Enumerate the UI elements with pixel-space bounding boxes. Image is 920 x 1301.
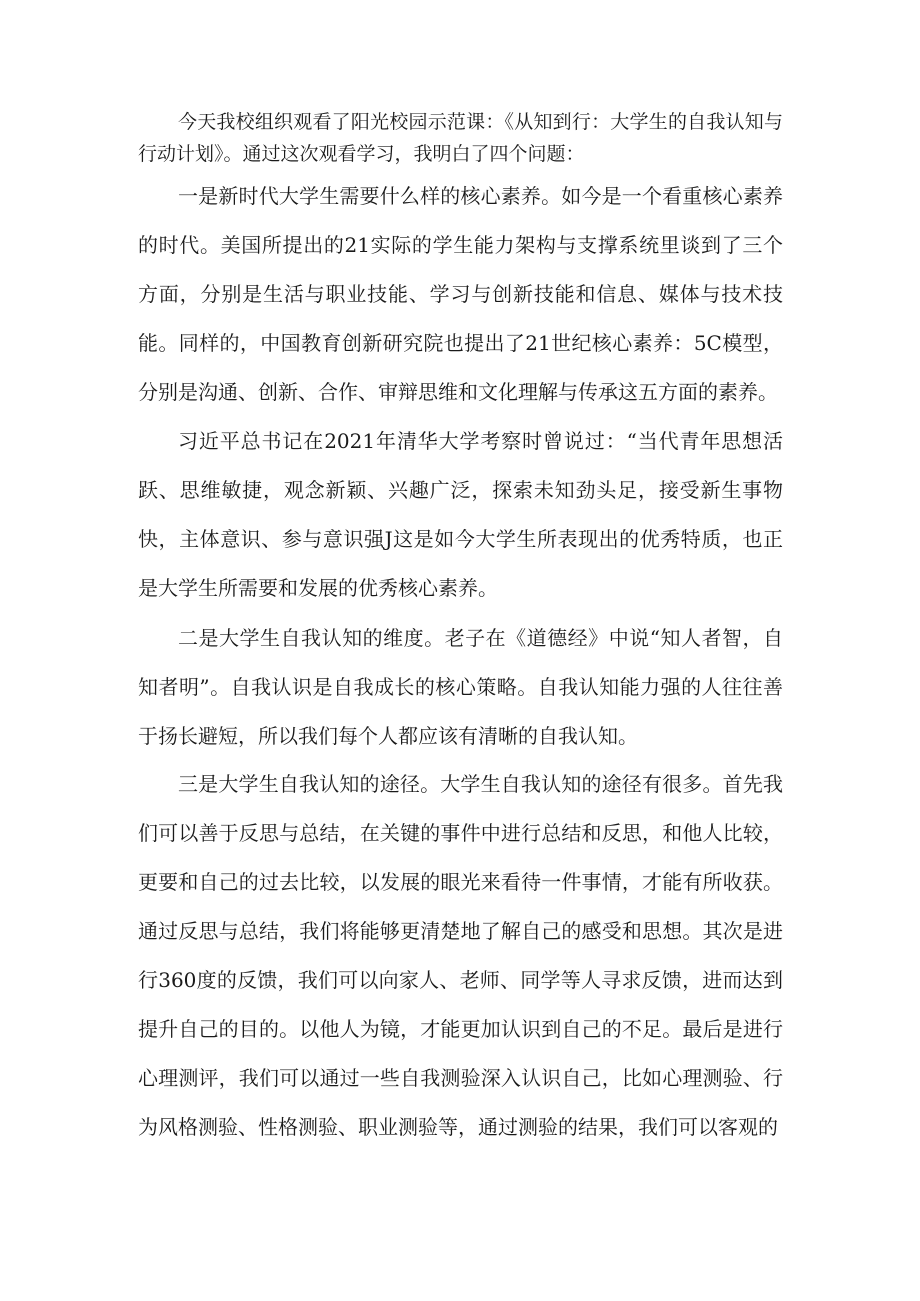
self-cognition-dimension-paragraph: 二是大学生自我认知的维度。老子在《道德经》中说“知人者智，自知者明”。自我认识是自我成长的核心策略。自我认知能力强的人往往善于扬长避短，所以我们每个人都应该有清晰的自我认知。	[138, 626, 783, 748]
quotation-paragraph: 习近平总书记在2021年清华大学考察时曾说过：“当代青年思想活跃、思维敏捷，观念新颖、兴趣广泛，探索未知劲头足，接受新生事物快，主体意识、参与意识强J这是如今大学生所表现出的优秀特质，也正是大学生所需要和发展的优秀核心素养。	[138, 429, 783, 600]
core-literacy-paragraph: 一是新时代大学生需要什么样的核心素养。如今是一个看重核心素养的时代。美国所提出的21实际的学生能力架构与支撑系统里谈到了三个方面，分别是生活与职业技能、学习与创新技能和信息、媒体与技术技能。同样的，中国教育创新研究院也提出了21世纪核心素养：5C模型，分别是沟通、创新、合作、审辩思维和文化理解与传承这五方面的素养。	[138, 184, 783, 404]
self-cognition-path-paragraph: 三是大学生自我认知的途径。大学生自我认知的途径有很多。首先我们可以善于反思与总结，在关键的事件中进行总结和反思，和他人比较，更要和自己的过去比较，以发展的眼光来看待一件事情，才能有所收获。通过反思与总结，我们将能够更清楚地了解自己的感受和思想。其次是进行360度的反馈，我们可以向家人、老师、同学等人寻求反馈，进而达到提升自己的目的。以他人为镜，才能更加认识到自己的不足。最后是进行心理测评，我们可以通过一些自我测验深入认识自己，比如心理测验、行为风格测验、性格测验、职业测验等，通过测验的结果，我们可以客观的	[138, 772, 783, 1139]
intro-paragraph: 今天我校组织观看了阳光校园示范课：《从知到行：大学生的自我认知与行动计划》。通过这次观看学习，我明白了四个问题：	[138, 111, 783, 165]
